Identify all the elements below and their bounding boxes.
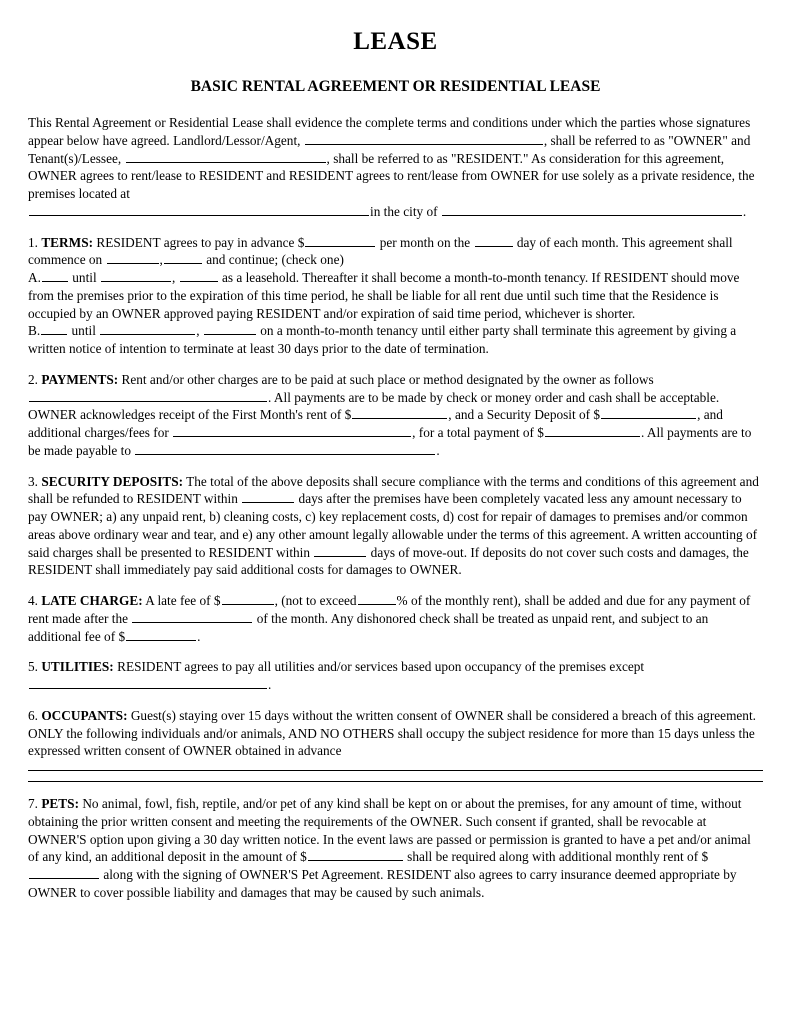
additional-charges-blank[interactable]	[173, 425, 411, 437]
page-title: LEASE	[353, 28, 438, 55]
terms-text-4: ,	[159, 252, 163, 268]
late-text-2: , (not to exceed	[274, 593, 357, 608]
payments-text-2: . All payments are to be made by check or money order and cash shall be acceptable. OWNER acknowledges receipt of the First Month's rent of $	[28, 389, 720, 423]
premises-city-blank[interactable]	[442, 204, 742, 216]
option-b-year-blank[interactable]	[204, 323, 256, 335]
section-utilities	[28, 658, 763, 694]
first-month-rent-blank[interactable]	[352, 407, 447, 419]
page-subtitle: BASIC RENTAL AGREEMENT OR RESIDENTIAL LEASE	[190, 78, 601, 95]
section-terms-number: 1.	[28, 234, 38, 250]
section-late-charge	[28, 592, 763, 645]
payments-text-5: , for a total payment of $	[412, 425, 544, 440]
security-text-1: The total of the above deposits shall secure compliance with the terms and conditions of this agreement and shall be refunded to RESIDENT within	[28, 473, 759, 507]
terms-text-5: and continue; (check one)	[206, 252, 344, 268]
payment-location-blank[interactable]	[29, 390, 267, 402]
intro-text-2: , shall be referred to as "OWNER" and Tenant(s)/Lessee,	[28, 132, 751, 166]
payments-text-7: .	[436, 442, 440, 458]
total-payment-blank[interactable]	[545, 425, 640, 437]
pets-text-2: shall be required along with additional monthly rent of $	[407, 849, 709, 865]
intro-text-1: This Rental Agreement or Residential Lease shall evidence the complete terms and conditions under which the parties whose signatures appear below have agreed. Landlord/Lessor/Agent,	[28, 115, 751, 148]
commence-year-blank[interactable]	[164, 252, 202, 264]
section-pets-heading: PETS:	[41, 796, 79, 811]
security-text-3: days of move-out. If deposits do not cover such costs and damages, the RESIDENT shall immediately pay said additional costs for damages to OWNER.	[28, 544, 749, 578]
intro-paragraph	[28, 114, 763, 221]
section-payments	[28, 371, 763, 460]
utilities-exception-blank[interactable]	[29, 677, 267, 689]
terms-text-1: RESIDENT agrees to pay in advance $	[96, 234, 305, 250]
pets-text-1: No animal, fowl, fish, reptile, and/or pet of any kind shall be kept on or about the premises, for any amount of time, without obtaining the prior written consent and meeting the requirements of the OWNER. Such consent if granted, shall be revocable at OWNER'S option upon giving a 30 day written notice. In the event laws are passed or permission is granted to have a pet and/or animal of any kind, an additional deposit in the amount of $	[28, 796, 751, 865]
occupants-text-1: Guest(s) staying over 15 days without the written consent of OWNER shall be considered a breach of this agreement. ONLY the following individuals and/or animals, AND NO OTHERS shall occupy the subject residence for more than 15 days unless the expressed written consent of OWNER obtained in advance	[28, 707, 756, 759]
payments-text-3: , and a Security Deposit of $	[448, 407, 601, 423]
section-occupants	[28, 707, 763, 782]
payments-text-4: , and additional charges/fees for	[28, 407, 723, 440]
terms-option-b-label: B.	[28, 323, 41, 339]
section-pets-number: 7.	[28, 796, 38, 811]
occupants-blank-line-2[interactable]	[28, 771, 763, 782]
terms-text-3: day of each month. This agreement shall commence on	[28, 234, 733, 268]
late-fee-amount-blank[interactable]	[222, 593, 274, 605]
utilities-text-1: RESIDENT agrees to pay all utilities and/or services based upon occupancy of the premises except	[117, 659, 645, 675]
pet-deposit-blank[interactable]	[308, 849, 403, 861]
intro-text-4: in the city of	[370, 203, 438, 219]
payments-text-1: Rent and/or other charges are to be paid at such place or method designated by the owner as follows	[121, 371, 654, 387]
commence-date-blank[interactable]	[107, 252, 159, 264]
pet-monthly-rent-blank[interactable]	[29, 867, 99, 879]
security-deposit-blank[interactable]	[601, 407, 696, 419]
section-occupants-heading: OCCUPANTS:	[41, 707, 128, 723]
section-occupants-number: 6.	[28, 707, 38, 723]
section-utilities-heading: UTILITIES:	[41, 659, 114, 675]
payments-text-6: . All payments are to be made payable to	[28, 425, 752, 458]
terms-b-text-3: on a month-to-month tenancy until either party shall terminate this agreement by giving a written notice of intention to terminate at least 30 days prior to the date of termination.	[28, 323, 737, 356]
terms-option-a-label: A.	[28, 270, 41, 285]
dishonored-check-fee-blank[interactable]	[126, 629, 196, 641]
intro-text-5: .	[742, 203, 747, 219]
utilities-text-2: .	[268, 677, 272, 692]
late-text-5: .	[197, 628, 201, 644]
late-fee-percent-blank[interactable]	[358, 593, 396, 605]
option-a-checkbox-blank[interactable]	[42, 270, 68, 282]
section-security-heading: SECURITY DEPOSITS:	[41, 473, 184, 489]
section-terms	[28, 234, 763, 358]
terms-a-text-1: until	[72, 270, 97, 285]
section-security-number: 3.	[28, 473, 38, 489]
section-late-heading: LATE CHARGE:	[41, 593, 143, 608]
premises-address-blank[interactable]	[29, 204, 369, 216]
terms-b-text-1: until	[71, 323, 96, 339]
intro-text-3: , shall be referred to as "RESIDENT." As consideration for this agreement, OWNER agrees to rent/lease to RESIDENT and RESIDENT agrees to rent/lease from OWNER for use solely as a private residence, the premises located at	[28, 150, 755, 201]
section-late-number: 4.	[28, 593, 38, 608]
occupants-blank-line-1[interactable]	[28, 760, 763, 771]
section-terms-heading: TERMS:	[41, 234, 94, 250]
option-b-date-blank[interactable]	[100, 323, 195, 335]
option-b-checkbox-blank[interactable]	[41, 323, 67, 335]
late-text-3: % of the monthly rent), shall be added and due for any payment of rent made after the	[28, 593, 751, 626]
section-pets	[28, 795, 763, 902]
terms-b-text-2: ,	[196, 323, 200, 339]
terms-a-text-3: as a leasehold. Thereafter it shall become a month-to-month tenancy. If RESIDENT should move from the premises prior to the expiration of this time period, he shall be liable for all rent due until such time that the Residence is occupied by an OWNER approved paying RESIDENT and/or expiration of said time period, whichever is shorter.	[28, 270, 740, 321]
security-text-2: days after the premises have been completely vacated less any amount necessary to pay OWNER; a) any unpaid rent, b) cleaning costs, c) key replacement costs, d) cost for repair of damages to premises and/or common areas above ordinary wear and tear, and e) any other amount legally allowable under the terms of this agreement. A written accounting of said charges shall be presented to RESIDENT within	[28, 491, 758, 560]
resident-name-blank[interactable]	[126, 151, 326, 163]
section-payments-heading: PAYMENTS:	[41, 371, 119, 387]
payable-to-blank[interactable]	[135, 443, 435, 455]
option-a-date-blank[interactable]	[101, 270, 171, 282]
owner-name-blank[interactable]	[305, 133, 543, 145]
terms-text-2: per month on the	[379, 234, 471, 250]
rent-due-day-blank[interactable]	[475, 235, 513, 247]
section-payments-number: 2.	[28, 371, 38, 387]
late-text-1: A late fee of $	[145, 593, 221, 608]
document-body	[28, 114, 763, 902]
option-a-year-blank[interactable]	[180, 270, 218, 282]
pets-text-3: along with the signing of OWNER'S Pet Agreement. RESIDENT also agrees to carry insurance deemed appropriate by OWNER to cover possible liability and damages that may be caused by such animals.	[28, 867, 737, 900]
late-text-4: of the month. Any dishonored check shall be treated as unpaid rent, and subject to an additional fee of $	[28, 610, 709, 644]
terms-a-text-2: ,	[171, 270, 176, 285]
accounting-days-blank[interactable]	[314, 545, 366, 557]
late-day-blank[interactable]	[132, 611, 252, 623]
monthly-rent-blank[interactable]	[305, 235, 375, 247]
refund-days-blank[interactable]	[242, 491, 294, 503]
section-security-deposits	[28, 473, 763, 580]
section-utilities-number: 5.	[28, 659, 38, 675]
